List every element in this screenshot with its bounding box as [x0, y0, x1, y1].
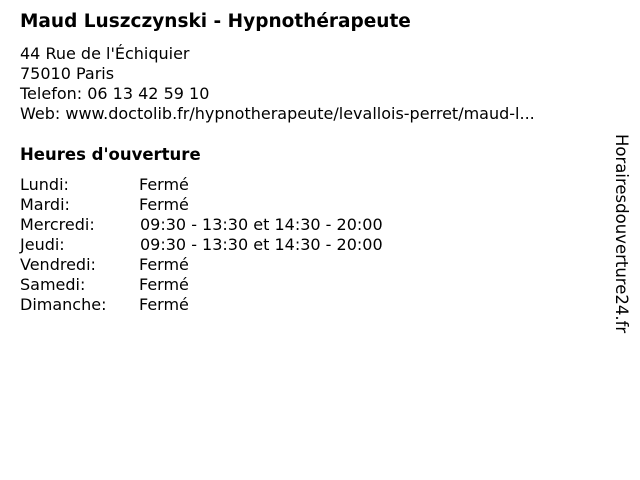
day-label: Lundi:: [20, 175, 69, 194]
phone-number: Telefon: 06 13 42 59 10: [20, 84, 210, 103]
website-link[interactable]: Web: www.doctolib.fr/hypnotherapeute/levallois-perret/maud-l...: [20, 104, 535, 123]
city-postal: 75010 Paris: [20, 64, 115, 83]
day-label: Mardi:: [20, 195, 70, 214]
business-title: Maud Luszczynski - Hypnothérapeute: [20, 11, 411, 32]
day-label: Vendredi:: [20, 255, 96, 274]
day-hours: 09:30 - 13:30 et 14:30 - 20:00: [140, 215, 383, 234]
address-block: [20, 44, 535, 124]
street-address: 44 Rue de l'Échiquier: [20, 44, 190, 63]
brand-text: Horairesdouverture24.fr: [612, 134, 631, 334]
day-label: Dimanche:: [20, 295, 107, 314]
day-label: Mercredi:: [20, 215, 95, 234]
day-hours: Fermé: [139, 175, 189, 194]
brand-watermark: [611, 134, 631, 370]
day-hours: Fermé: [139, 255, 189, 274]
day-hours: Fermé: [139, 275, 189, 294]
day-hours: Fermé: [139, 195, 189, 214]
day-label: Samedi:: [20, 275, 86, 294]
day-hours: 09:30 - 13:30 et 14:30 - 20:00: [140, 235, 383, 254]
day-hours: Fermé: [139, 295, 189, 314]
hours-heading: Heures d'ouverture: [20, 145, 201, 164]
day-label: Jeudi:: [20, 235, 65, 254]
